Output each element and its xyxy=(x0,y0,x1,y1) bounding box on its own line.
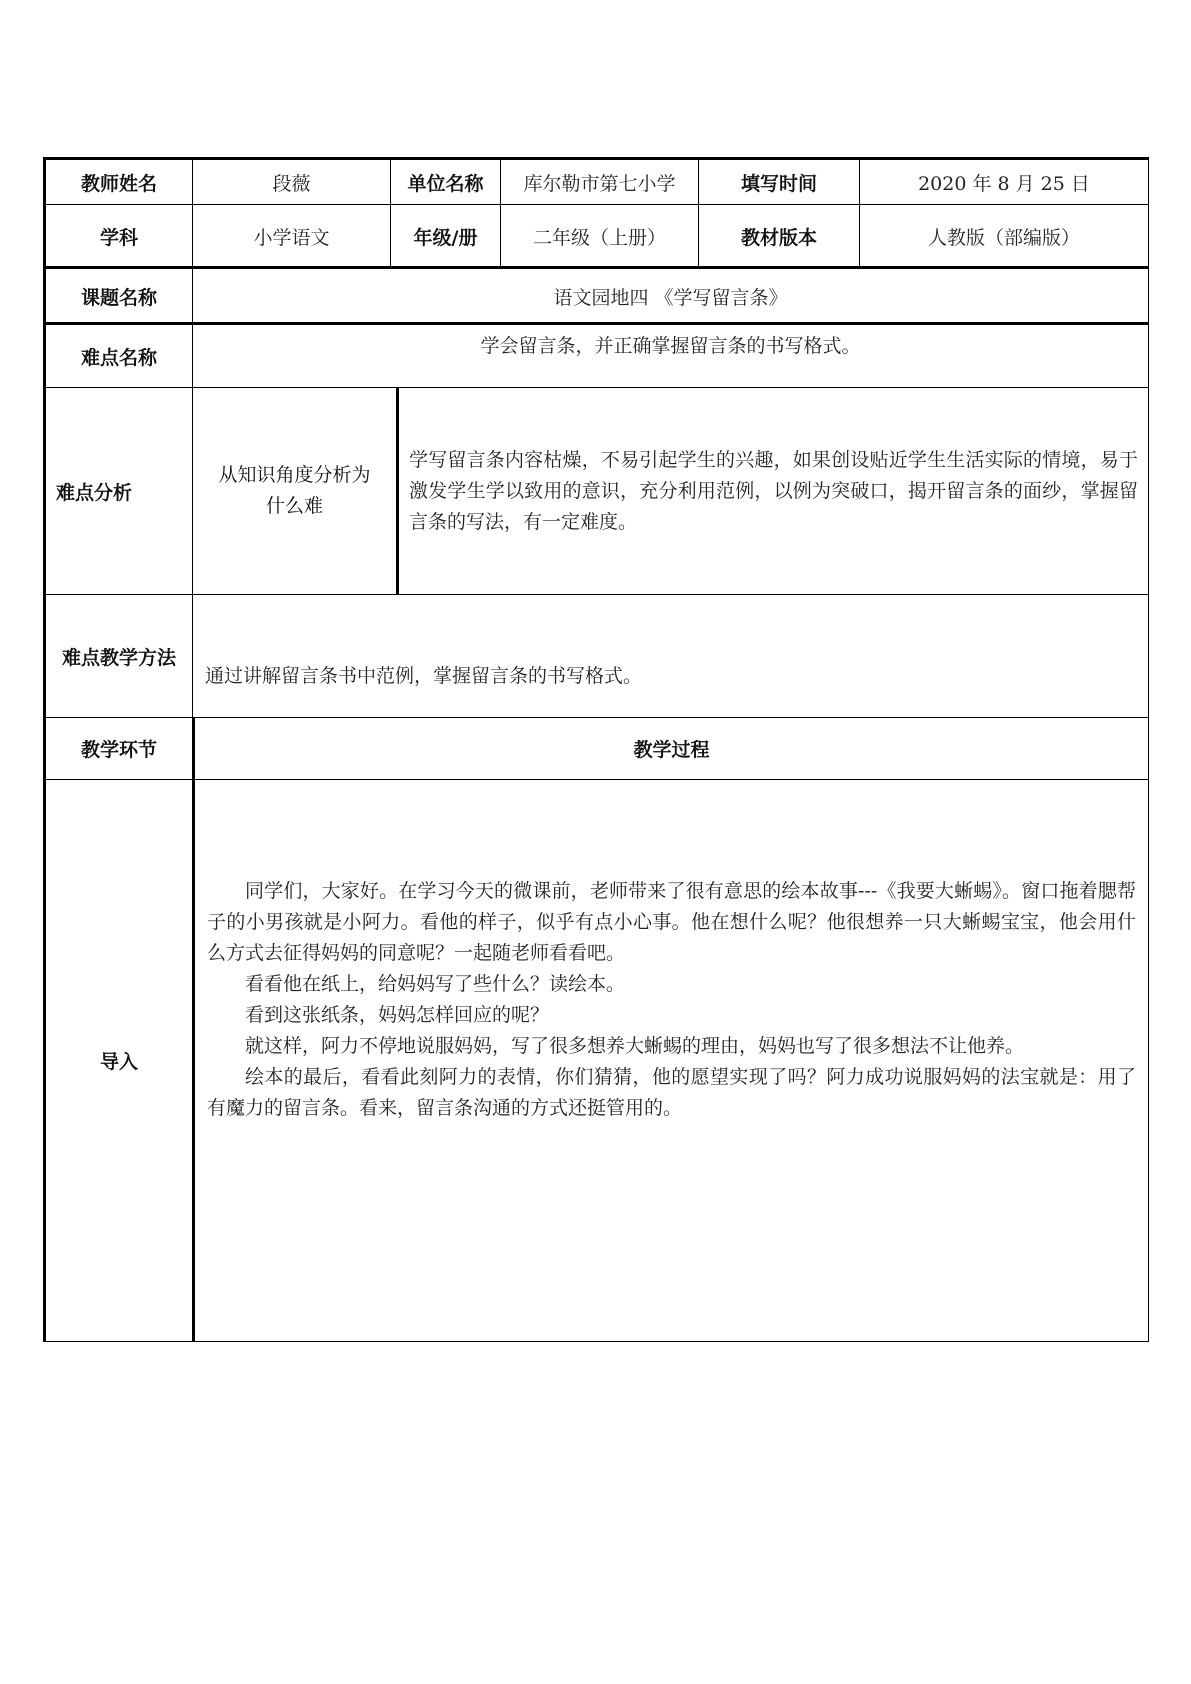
unit-label: 单位名称 xyxy=(390,157,501,205)
edition-label: 教材版本 xyxy=(698,204,860,268)
teacher-name: 段薇 xyxy=(192,157,391,205)
difficulty-label: 难点名称 xyxy=(43,322,193,388)
analysis-cell xyxy=(396,387,1149,595)
difficulty-value: 学会留言条，并正确掌握留言条的书写格式。 xyxy=(192,322,1149,388)
teacher-name-label: 教师姓名 xyxy=(43,157,193,205)
intro-text xyxy=(207,876,1136,1124)
grade-label: 年级/册 xyxy=(390,204,501,268)
method-label: 难点教学方法 xyxy=(43,594,193,718)
process-header: 教学过程 xyxy=(192,717,1149,780)
edition-value: 人教版（部编版） xyxy=(859,204,1149,268)
unit-name: 库尔勒市第七小学 xyxy=(500,157,699,205)
topic-label: 课题名称 xyxy=(43,266,193,324)
analysis-label: 难点分析 xyxy=(43,387,193,595)
subject-label: 学科 xyxy=(43,204,193,268)
intro-paragraph: 看看他在纸上，给妈妈写了些什么？读绘本。 xyxy=(245,973,626,995)
intro-paragraph: 绘本的最后，看看此刻阿力的表情，你们猜猜，他的愿望实现了吗？阿力成功说服妈妈的法宝就是：用了有魔力的留言条。看来，留言条沟通的方式还挺管用的。 xyxy=(207,1066,1136,1119)
intro-label: 导入 xyxy=(43,779,193,1342)
date-value: 2020 年 8 月 25 日 xyxy=(859,157,1149,205)
intro-cell xyxy=(192,779,1149,1342)
intro-paragraph: 看到这张纸条，妈妈怎样回应的呢？ xyxy=(245,1004,550,1026)
intro-paragraph: 就这样，阿力不停地说服妈妈，写了很多想养大蜥蜴的理由，妈妈也写了很多想法不让他养。 xyxy=(245,1035,1025,1057)
stage-header: 教学环节 xyxy=(43,717,193,780)
grade-value: 二年级（上册） xyxy=(500,204,699,268)
date-label: 填写时间 xyxy=(698,157,860,205)
intro-paragraph: 同学们，大家好。在学习今天的微课前，老师带来了很有意思的绘本故事---《我要大蜥蜴》。窗口拖着腮帮子的小男孩就是小阿力。看他的样子，似乎有点小心事。他在想什么呢？他很想养一只大蜥蜴宝宝，他会用什么方式去征得妈妈的同意呢？一起随老师看看吧。 xyxy=(207,880,1136,964)
topic-value: 语文园地四 《学写留言条》 xyxy=(192,266,1149,324)
analysis-text: 学写留言条内容枯燥，不易引起学生的兴趣，如果创设贴近学生生活实际的情境，易于激发学生学以致用的意识，充分利用范例，以例为突破口，揭开留言条的面纱，掌握留言条的写法，有一定难度。 xyxy=(409,448,1138,533)
analysis-sub-label: 从知识角度分析为什么难 xyxy=(192,387,397,595)
subject-value: 小学语文 xyxy=(192,204,391,268)
method-value: 通过讲解留言条书中范例，掌握留言条的书写格式。 xyxy=(192,594,1149,718)
